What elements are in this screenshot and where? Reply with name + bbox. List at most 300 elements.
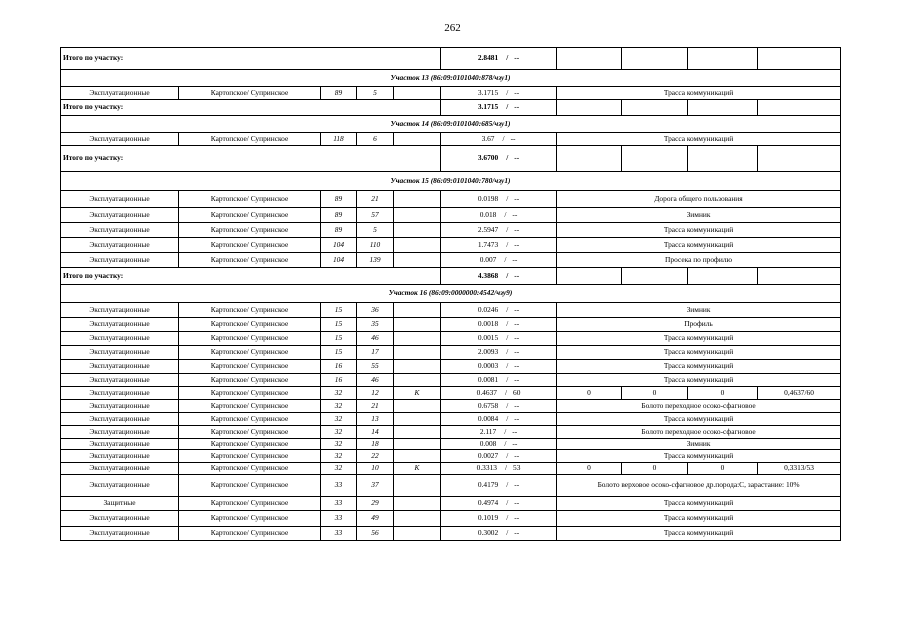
area-suffix: 60 xyxy=(513,387,521,397)
purpose-cell: Дорога общего пользования xyxy=(557,191,841,208)
area-separator: / xyxy=(506,224,509,234)
area-value: 0.6758 xyxy=(477,400,499,410)
empty-cell xyxy=(758,146,841,172)
forestry-cell: Картопское/ Супринское xyxy=(179,387,321,400)
table-row xyxy=(61,413,841,426)
area-suffix: -- xyxy=(512,209,518,219)
value-cell: 0 xyxy=(622,387,688,400)
purpose-cell: Трасса коммуникаций xyxy=(557,332,841,346)
kvartal-cell: 32 xyxy=(321,463,357,475)
forestry-cell: Картопское/ Супринское xyxy=(179,346,321,360)
empty-cell xyxy=(557,268,622,285)
area-separator: / xyxy=(506,193,509,203)
forest-type-cell: Эксплуатационные xyxy=(61,360,179,374)
area-value: 0.018 xyxy=(479,209,497,219)
area-separator: / xyxy=(502,133,505,143)
kvartal-cell: 89 xyxy=(321,87,357,100)
table-row xyxy=(61,303,841,318)
subtotal-label: Итого по участку: xyxy=(61,48,441,70)
forest-type-cell: Эксплуатационные xyxy=(61,387,179,400)
forestry-cell: Картопское/ Супринское xyxy=(179,527,321,541)
area-value: 4.3868 xyxy=(477,270,499,280)
table-row xyxy=(61,238,841,253)
vydel-cell: 6 xyxy=(357,133,394,146)
area-separator: / xyxy=(506,304,509,314)
area-value: 0.0198 xyxy=(477,193,499,203)
table-row xyxy=(61,400,841,413)
empty-cell xyxy=(758,48,841,70)
category-cell xyxy=(394,87,441,100)
kvartal-cell: 104 xyxy=(321,253,357,268)
area-separator: / xyxy=(504,254,507,264)
area-value: 3.1715 xyxy=(477,102,499,112)
vydel-cell: 5 xyxy=(357,87,394,100)
table-row xyxy=(61,87,841,100)
forest-type-cell: Эксплуатационные xyxy=(61,374,179,387)
purpose-cell: Трасса коммуникаций xyxy=(557,87,841,100)
empty-cell xyxy=(688,48,758,70)
area-cell xyxy=(441,450,557,463)
area-cell xyxy=(441,475,557,497)
vydel-cell: 57 xyxy=(357,208,394,223)
area-cell xyxy=(441,48,557,70)
forest-type-cell: Эксплуатационные xyxy=(61,511,179,527)
area-separator: / xyxy=(504,387,508,397)
category-cell xyxy=(394,303,441,318)
plot-header-row xyxy=(61,116,841,133)
subtotal-label: Итого по участку: xyxy=(61,268,441,285)
area-value: 0.0246 xyxy=(477,304,499,314)
area-cell xyxy=(441,497,557,511)
forest-type-cell: Эксплуатационные xyxy=(61,191,179,208)
category-cell xyxy=(394,400,441,413)
forest-type-cell: Эксплуатационные xyxy=(61,475,179,497)
forestry-cell: Картопское/ Супринское xyxy=(179,400,321,413)
purpose-cell: Профиль xyxy=(557,318,841,332)
empty-cell xyxy=(557,100,622,116)
kvartal-cell: 16 xyxy=(321,360,357,374)
area-suffix: -- xyxy=(514,270,520,280)
vydel-cell: 139 xyxy=(357,253,394,268)
kvartal-cell: 32 xyxy=(321,387,357,400)
area-cell xyxy=(441,332,557,346)
vydel-cell: 37 xyxy=(357,475,394,497)
vydel-cell: 10 xyxy=(357,463,394,475)
purpose-cell: Трасса коммуникаций xyxy=(557,346,841,360)
area-separator: / xyxy=(506,413,509,423)
area-cell xyxy=(441,360,557,374)
area-value: 0.0081 xyxy=(477,374,499,384)
subtotal-label: Итого по участку: xyxy=(61,100,441,116)
value-cell: 0 xyxy=(688,463,758,475)
area-separator: / xyxy=(506,498,509,508)
area-separator: / xyxy=(504,438,507,448)
area-value: 0.0027 xyxy=(477,450,499,460)
area-cell xyxy=(441,100,557,116)
purpose-cell: Трасса коммуникаций xyxy=(557,238,841,253)
kvartal-cell: 33 xyxy=(321,511,357,527)
area-suffix: -- xyxy=(514,450,520,460)
forest-type-cell: Эксплуатационные xyxy=(61,450,179,463)
category-cell xyxy=(394,223,441,238)
forest-type-cell: Эксплуатационные xyxy=(61,253,179,268)
area-suffix: -- xyxy=(514,224,520,234)
area-cell xyxy=(441,318,557,332)
area-separator: / xyxy=(506,87,509,97)
area-suffix: -- xyxy=(514,498,520,508)
area-cell xyxy=(441,208,557,223)
purpose-cell: Зимник xyxy=(557,208,841,223)
table-row xyxy=(61,133,841,146)
forest-type-cell: Эксплуатационные xyxy=(61,87,179,100)
area-suffix: -- xyxy=(514,53,520,63)
value-cell: 0,4637/60 xyxy=(758,387,841,400)
forestry-cell: Картопское/ Супринское xyxy=(179,133,321,146)
purpose-cell: Трасса коммуникаций xyxy=(557,374,841,387)
area-separator: / xyxy=(506,480,509,490)
forestry-cell: Картопское/ Супринское xyxy=(179,208,321,223)
area-suffix: -- xyxy=(512,254,518,264)
forestry-cell: Картопское/ Супринское xyxy=(179,332,321,346)
forestry-cell: Картопское/ Супринское xyxy=(179,223,321,238)
area-suffix: -- xyxy=(514,413,520,423)
purpose-cell: Болото верховое осоко-сфагновое др.порода:С, зарастание: 10% xyxy=(557,475,841,497)
purpose-cell: Трасса коммуникаций xyxy=(557,413,841,426)
area-suffix: -- xyxy=(512,438,518,448)
table-row xyxy=(61,253,841,268)
vydel-cell: 29 xyxy=(357,497,394,511)
area-value: 0.3313 xyxy=(476,463,497,473)
area-suffix: -- xyxy=(514,102,520,112)
purpose-cell: Зимник xyxy=(557,303,841,318)
forestry-cell: Картопское/ Супринское xyxy=(179,463,321,475)
kvartal-cell: 104 xyxy=(321,238,357,253)
area-value: 3.67 xyxy=(481,133,495,143)
area-cell xyxy=(441,346,557,360)
forestry-cell: Картопское/ Супринское xyxy=(179,303,321,318)
category-cell xyxy=(394,208,441,223)
kvartal-cell: 89 xyxy=(321,223,357,238)
forest-type-cell: Эксплуатационные xyxy=(61,332,179,346)
subtotal-row xyxy=(61,268,841,285)
forestry-cell: Картопское/ Супринское xyxy=(179,253,321,268)
vydel-cell: 21 xyxy=(357,191,394,208)
area-value: 0.0018 xyxy=(477,319,499,329)
forestry-cell: Картопское/ Супринское xyxy=(179,450,321,463)
plot-title: Участок 15 (86:09:0101040:780/чзу1) xyxy=(61,172,841,191)
area-value: 0.008 xyxy=(479,438,497,448)
empty-cell xyxy=(688,268,758,285)
forestry-cell: Картопское/ Супринское xyxy=(179,439,321,450)
area-cell xyxy=(441,268,557,285)
area-value: 2.5947 xyxy=(477,224,499,234)
vydel-cell: 56 xyxy=(357,527,394,541)
area-cell xyxy=(441,426,557,439)
value-cell: 0 xyxy=(622,463,688,475)
category-cell xyxy=(394,133,441,146)
kvartal-cell: 32 xyxy=(321,400,357,413)
area-cell xyxy=(441,463,557,475)
forest-type-cell: Эксплуатационные xyxy=(61,208,179,223)
plot-header-row xyxy=(61,285,841,303)
area-value: 2.8481 xyxy=(477,53,499,63)
vydel-cell: 36 xyxy=(357,303,394,318)
area-separator: / xyxy=(506,319,509,329)
purpose-cell: Трасса коммуникаций xyxy=(557,527,841,541)
kvartal-cell: 32 xyxy=(321,426,357,439)
forest-plot-table xyxy=(60,47,841,541)
area-value: 3.6700 xyxy=(477,153,499,163)
category-cell xyxy=(394,346,441,360)
plot-title: Участок 14 (86:09:0101040:685/чзу1) xyxy=(61,116,841,133)
area-separator: / xyxy=(506,239,509,249)
area-suffix: -- xyxy=(514,374,520,384)
area-value: 2.0093 xyxy=(477,347,499,357)
area-separator: / xyxy=(506,102,509,112)
category-cell xyxy=(394,360,441,374)
area-cell xyxy=(441,133,557,146)
kvartal-cell: 33 xyxy=(321,527,357,541)
area-value: 0.0003 xyxy=(477,361,499,371)
forestry-cell: Картопское/ Супринское xyxy=(179,238,321,253)
forestry-cell: Картопское/ Супринское xyxy=(179,413,321,426)
area-value: 0.0015 xyxy=(477,333,499,343)
area-cell xyxy=(441,87,557,100)
empty-cell xyxy=(688,100,758,116)
category-cell xyxy=(394,191,441,208)
area-suffix: -- xyxy=(510,133,516,143)
empty-cell xyxy=(622,100,688,116)
purpose-cell: Трасса коммуникаций xyxy=(557,450,841,463)
subtotal-row xyxy=(61,48,841,70)
forest-type-cell: Эксплуатационные xyxy=(61,238,179,253)
category-cell xyxy=(394,413,441,426)
table-row xyxy=(61,439,841,450)
area-suffix: -- xyxy=(514,528,520,538)
vydel-cell: 12 xyxy=(357,387,394,400)
table-row xyxy=(61,475,841,497)
empty-cell xyxy=(758,100,841,116)
vydel-cell: 35 xyxy=(357,318,394,332)
forestry-cell: Картопское/ Супринское xyxy=(179,511,321,527)
empty-cell xyxy=(688,146,758,172)
forest-type-cell: Эксплуатационные xyxy=(61,413,179,426)
area-value: 2.117 xyxy=(479,426,497,436)
kvartal-cell: 15 xyxy=(321,303,357,318)
purpose-cell: Трасса коммуникаций xyxy=(557,497,841,511)
table-row xyxy=(61,374,841,387)
forest-type-cell: Эксплуатационные xyxy=(61,223,179,238)
category-cell: К xyxy=(394,387,441,400)
value-cell: 0 xyxy=(688,387,758,400)
area-value: 1.7473 xyxy=(477,239,499,249)
area-value: 0.3002 xyxy=(477,528,499,538)
category-cell xyxy=(394,332,441,346)
area-separator: / xyxy=(504,209,507,219)
purpose-cell: Болото переходное осоко-сфагновое xyxy=(557,426,841,439)
area-separator: / xyxy=(506,333,509,343)
forest-type-cell: Эксплуатационные xyxy=(61,400,179,413)
forest-type-cell: Защитные xyxy=(61,497,179,511)
table-row xyxy=(61,360,841,374)
ledger-body xyxy=(61,48,841,541)
area-separator: / xyxy=(506,400,509,410)
area-separator: / xyxy=(506,361,509,371)
forest-type-cell: Эксплуатационные xyxy=(61,303,179,318)
empty-cell xyxy=(758,268,841,285)
table-row xyxy=(61,191,841,208)
area-value: 0.007 xyxy=(479,254,497,264)
area-suffix: -- xyxy=(514,347,520,357)
table-row xyxy=(61,497,841,511)
vydel-cell: 49 xyxy=(357,511,394,527)
area-separator: / xyxy=(504,426,507,436)
plot-title: Участок 16 (86:09:0000000:4542/чзу9) xyxy=(61,285,841,303)
table-row xyxy=(61,511,841,527)
area-cell xyxy=(441,223,557,238)
table-row xyxy=(61,426,841,439)
value-cell: 0,3313/53 xyxy=(758,463,841,475)
area-suffix: -- xyxy=(514,400,520,410)
area-cell xyxy=(441,238,557,253)
category-cell xyxy=(394,238,441,253)
category-cell xyxy=(394,374,441,387)
area-separator: / xyxy=(506,53,509,63)
kvartal-cell: 32 xyxy=(321,450,357,463)
kvartal-cell: 15 xyxy=(321,318,357,332)
empty-cell xyxy=(557,48,622,70)
forestry-cell: Картопское/ Супринское xyxy=(179,318,321,332)
forestry-cell: Картопское/ Супринское xyxy=(179,191,321,208)
vydel-cell: 18 xyxy=(357,439,394,450)
table-row xyxy=(61,527,841,541)
area-cell xyxy=(441,400,557,413)
vydel-cell: 22 xyxy=(357,450,394,463)
kvartal-cell: 118 xyxy=(321,133,357,146)
area-cell xyxy=(441,511,557,527)
area-separator: / xyxy=(506,153,509,163)
area-suffix: -- xyxy=(514,304,520,314)
area-cell xyxy=(441,191,557,208)
empty-cell xyxy=(557,146,622,172)
forestry-cell: Картопское/ Супринское xyxy=(179,374,321,387)
vydel-cell: 21 xyxy=(357,400,394,413)
forest-type-cell: Эксплуатационные xyxy=(61,426,179,439)
purpose-cell: Трасса коммуникаций xyxy=(557,511,841,527)
kvartal-cell: 32 xyxy=(321,439,357,450)
forest-type-cell: Эксплуатационные xyxy=(61,346,179,360)
area-suffix: 53 xyxy=(513,463,521,473)
table-row xyxy=(61,223,841,238)
table-row xyxy=(61,208,841,223)
area-separator: / xyxy=(506,374,509,384)
area-suffix: -- xyxy=(514,361,520,371)
area-suffix: -- xyxy=(514,319,520,329)
area-cell xyxy=(441,374,557,387)
table-row xyxy=(61,346,841,360)
category-cell xyxy=(394,253,441,268)
area-suffix: -- xyxy=(514,333,520,343)
area-value: 0.1019 xyxy=(477,513,499,523)
purpose-cell: Просека по профилю xyxy=(557,253,841,268)
forest-type-cell: Эксплуатационные xyxy=(61,318,179,332)
subtotal-row xyxy=(61,146,841,172)
category-cell xyxy=(394,426,441,439)
area-separator: / xyxy=(506,347,509,357)
area-cell xyxy=(441,527,557,541)
vydel-cell: 5 xyxy=(357,223,394,238)
vydel-cell: 110 xyxy=(357,238,394,253)
subtotal-label: Итого по участку: xyxy=(61,146,441,172)
area-separator: / xyxy=(506,270,509,280)
area-value: 0.4974 xyxy=(477,498,499,508)
table-row xyxy=(61,318,841,332)
plot-title: Участок 13 (86:09:0101040:878/чзу1) xyxy=(61,70,841,87)
area-suffix: -- xyxy=(514,153,520,163)
area-cell xyxy=(441,146,557,172)
area-value: 0.0084 xyxy=(477,413,499,423)
kvartal-cell: 33 xyxy=(321,475,357,497)
table-row xyxy=(61,463,841,475)
purpose-cell: Болото переходное осоко-сфагновое xyxy=(557,400,841,413)
area-separator: / xyxy=(506,528,509,538)
kvartal-cell: 89 xyxy=(321,191,357,208)
value-cell: 0 xyxy=(557,387,622,400)
category-cell xyxy=(394,475,441,497)
area-cell xyxy=(441,413,557,426)
table-row xyxy=(61,387,841,400)
area-separator: / xyxy=(504,463,508,473)
purpose-cell: Трасса коммуникаций xyxy=(557,223,841,238)
forestry-cell: Картопское/ Супринское xyxy=(179,360,321,374)
plot-header-row xyxy=(61,70,841,87)
purpose-cell: Зимник xyxy=(557,439,841,450)
kvartal-cell: 16 xyxy=(321,374,357,387)
forestry-cell: Картопское/ Супринское xyxy=(179,87,321,100)
vydel-cell: 46 xyxy=(357,332,394,346)
table-row xyxy=(61,450,841,463)
purpose-cell: Трасса коммуникаций xyxy=(557,133,841,146)
area-suffix: -- xyxy=(514,239,520,249)
area-suffix: -- xyxy=(514,87,520,97)
forestry-cell: Картопское/ Супринское xyxy=(179,475,321,497)
value-cell: 0 xyxy=(557,463,622,475)
category-cell xyxy=(394,527,441,541)
purpose-cell: Трасса коммуникаций xyxy=(557,360,841,374)
subtotal-row xyxy=(61,100,841,116)
area-value: 3.1715 xyxy=(477,87,499,97)
area-cell xyxy=(441,387,557,400)
area-cell xyxy=(441,253,557,268)
area-cell xyxy=(441,303,557,318)
empty-cell xyxy=(622,268,688,285)
vydel-cell: 46 xyxy=(357,374,394,387)
category-cell xyxy=(394,511,441,527)
area-cell xyxy=(441,439,557,450)
vydel-cell: 17 xyxy=(357,346,394,360)
category-cell xyxy=(394,450,441,463)
area-separator: / xyxy=(506,513,509,523)
area-suffix: -- xyxy=(514,480,520,490)
area-value: 0.4179 xyxy=(477,480,499,490)
category-cell xyxy=(394,497,441,511)
forest-type-cell: Эксплуатационные xyxy=(61,439,179,450)
kvartal-cell: 15 xyxy=(321,332,357,346)
forestry-cell: Картопское/ Супринское xyxy=(179,426,321,439)
category-cell xyxy=(394,318,441,332)
vydel-cell: 13 xyxy=(357,413,394,426)
vydel-cell: 14 xyxy=(357,426,394,439)
